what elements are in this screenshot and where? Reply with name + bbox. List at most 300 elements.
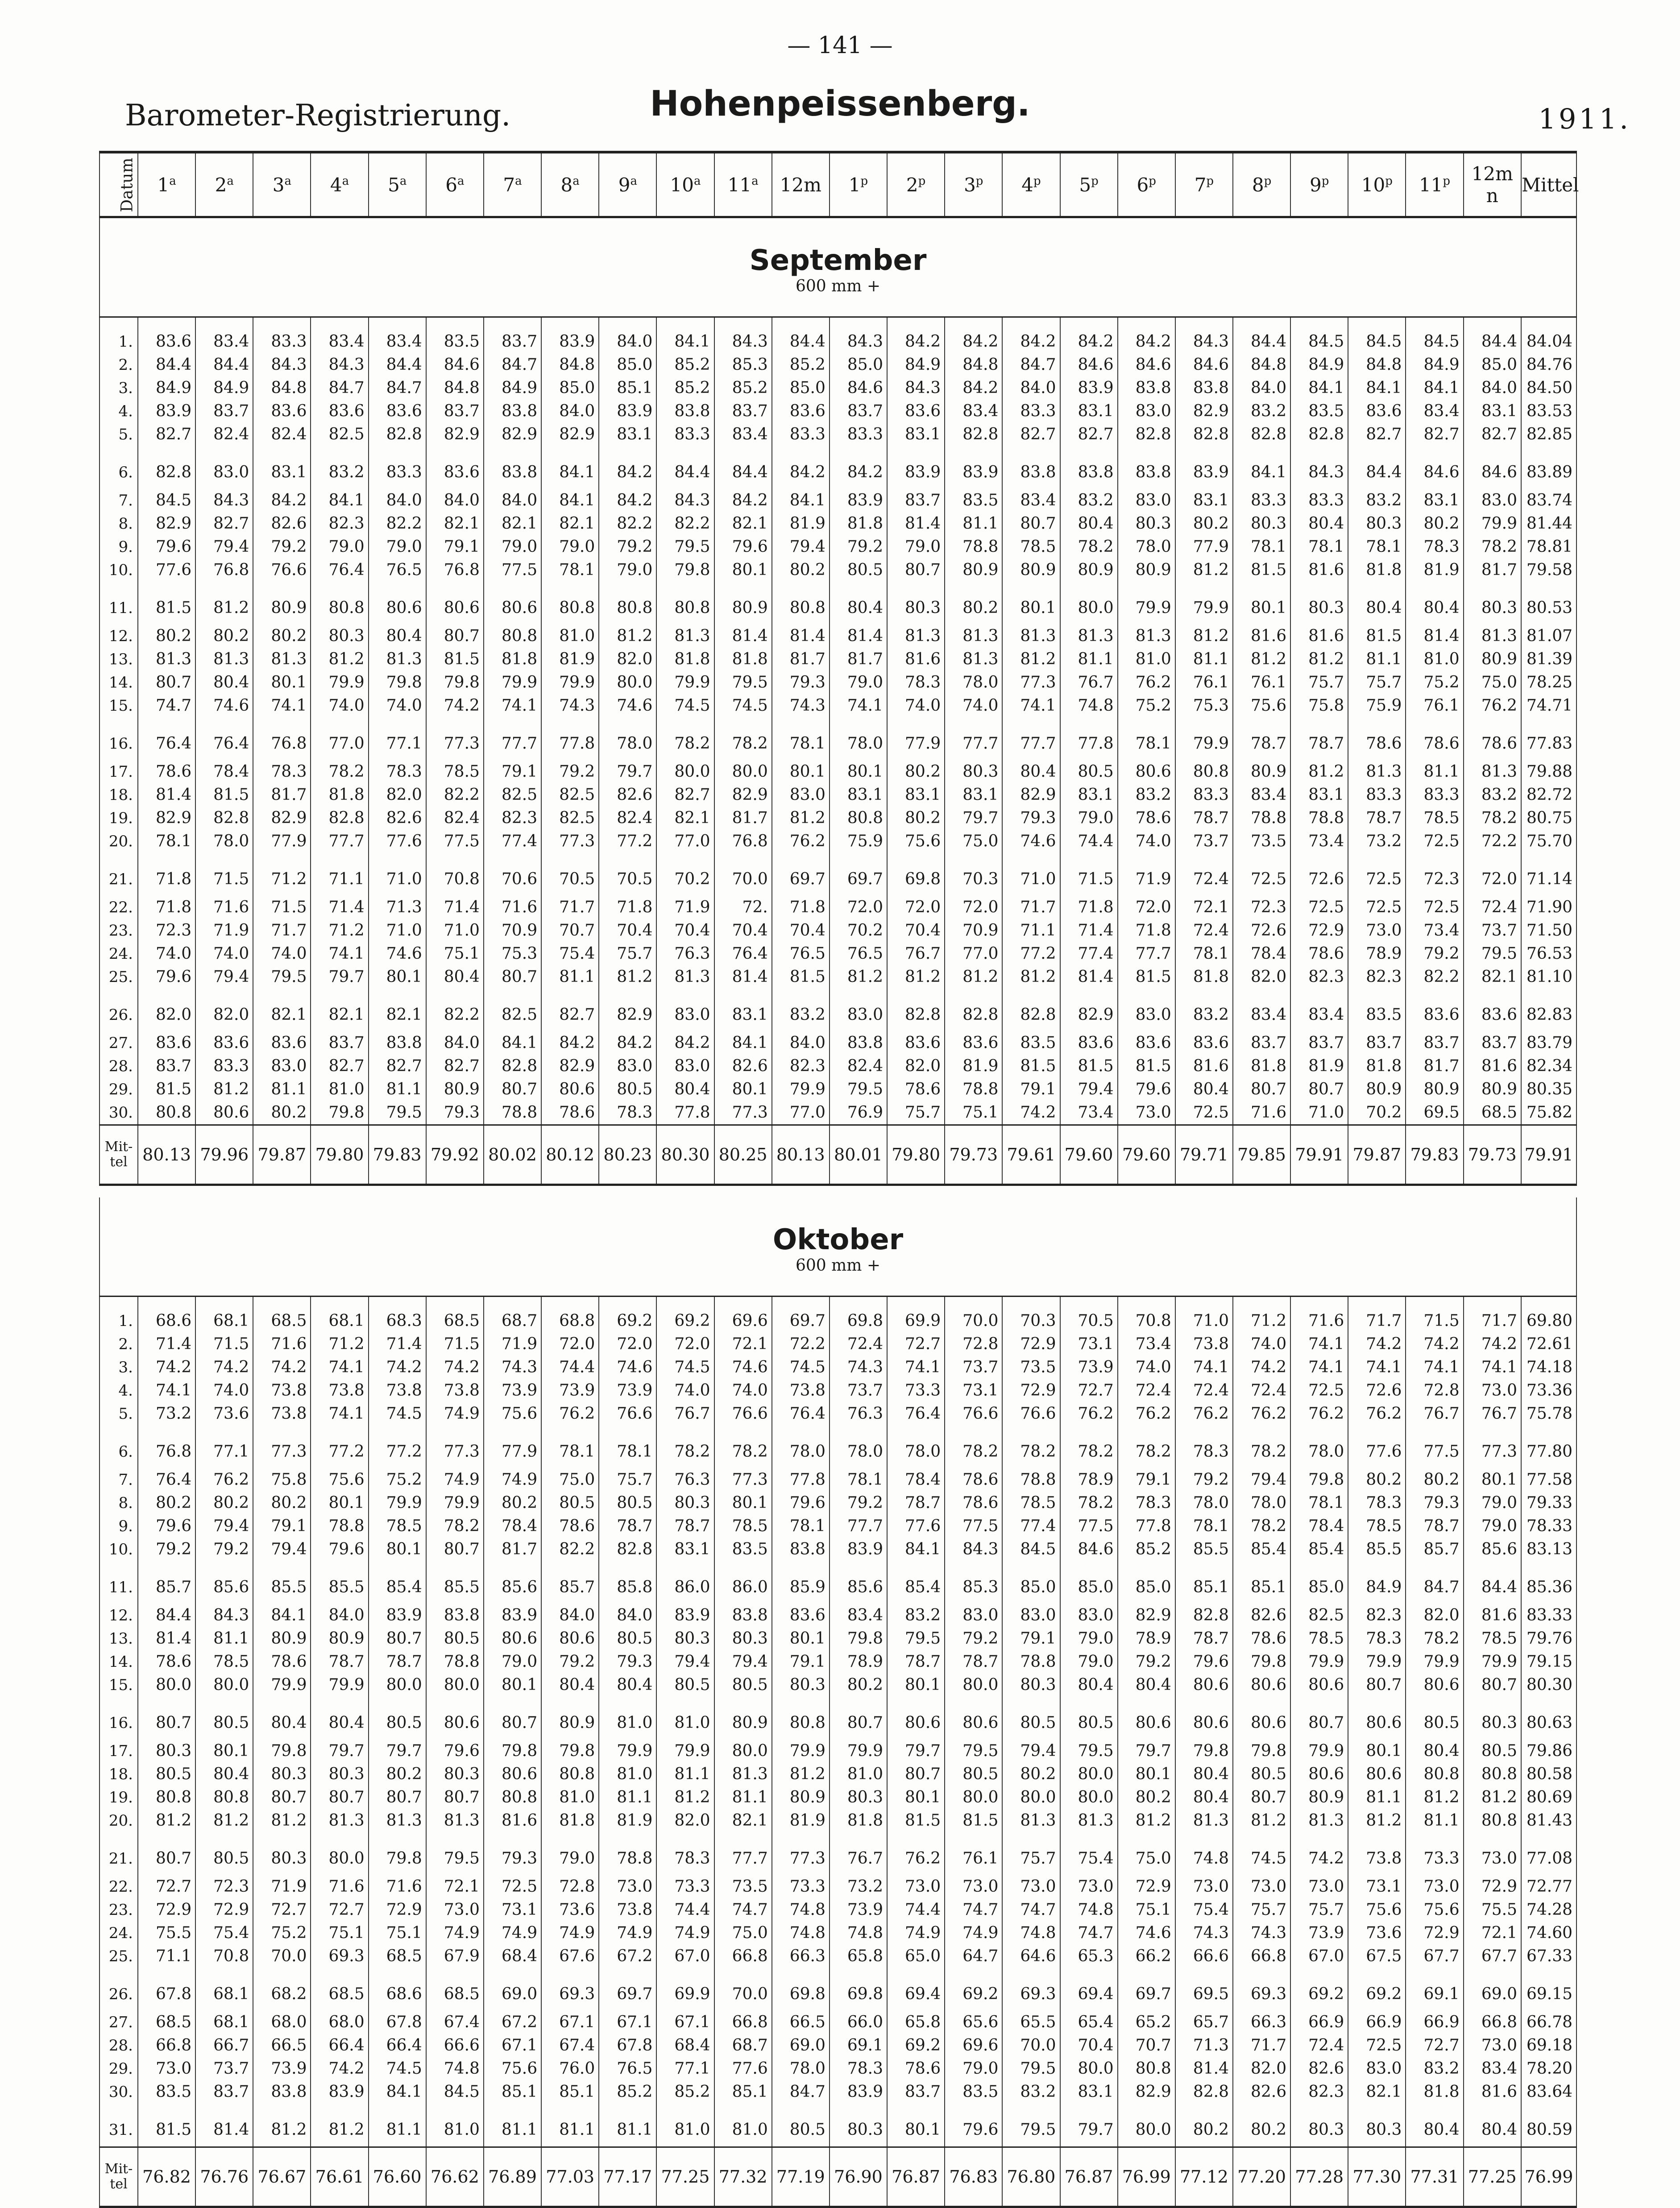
pressure-cell: 74.0 xyxy=(945,694,1002,717)
pressure-cell: 81.2 xyxy=(656,1786,714,1809)
pressure-cell: 84.7 xyxy=(1406,1561,1463,1604)
pressure-cell: 83.6 xyxy=(887,1032,945,1055)
pressure-cell: 76.2 xyxy=(1118,1402,1175,1425)
pressure-cell: 80.8 xyxy=(772,1697,830,1740)
pressure-cell: 74.2 xyxy=(1348,1333,1406,1356)
pressure-cell: 78.2 xyxy=(1002,1425,1060,1468)
pressure-cell: 72.7 xyxy=(887,1333,945,1356)
pressure-cell: 76.4 xyxy=(138,1468,195,1491)
hourly-mean-cell: 79.96 xyxy=(195,1125,253,1185)
pressure-cell: 83.8 xyxy=(426,1604,484,1627)
pressure-cell: 82.4 xyxy=(253,423,311,446)
pressure-cell: 74.9 xyxy=(656,1922,714,1945)
pressure-cell: 78.0 xyxy=(599,717,656,760)
hourly-mean-cell: 80.02 xyxy=(484,1125,541,1185)
pressure-cell: 66.8 xyxy=(138,2034,195,2057)
pressure-cell: 81.2 xyxy=(599,625,656,648)
pressure-cell: 68.6 xyxy=(369,1968,426,2011)
pressure-cell: 67.9 xyxy=(426,1945,484,1968)
pressure-cell: 80.2 xyxy=(484,1491,541,1515)
pressure-cell: 74.0 xyxy=(887,694,945,717)
pressure-cell: 77.8 xyxy=(1060,717,1118,760)
pressure-cell: 80.4 xyxy=(1060,512,1118,535)
pressure-cell: 81.1 xyxy=(1406,760,1463,783)
pressure-cell: 83.6 xyxy=(1060,1032,1118,1055)
hour-header xyxy=(1060,152,1118,217)
pressure-cell: 78.0 xyxy=(1175,1491,1233,1515)
pressure-cell: 81.5 xyxy=(1348,625,1406,648)
pressure-cell: 74.4 xyxy=(1060,830,1118,853)
pressure-cell: 81.3 xyxy=(1060,625,1118,648)
pressure-cell: 81.0 xyxy=(1406,648,1463,671)
pressure-cell: 84.5 xyxy=(1002,1538,1060,1561)
pressure-cell: 71.1 xyxy=(138,1945,195,1968)
pressure-cell: 80.6 xyxy=(1118,760,1175,783)
pressure-cell: 80.6 xyxy=(945,1697,1002,1740)
pressure-cell: 69.8 xyxy=(830,1968,887,2011)
daily-mean-cell: 83.89 xyxy=(1521,446,1576,489)
pressure-cell: 66.5 xyxy=(772,2011,830,2034)
pressure-cell: 72.6 xyxy=(1348,1379,1406,1402)
pressure-cell: 80.9 xyxy=(253,1627,311,1650)
pressure-cell: 81.3 xyxy=(311,1809,368,1832)
pressure-cell: 72.5 xyxy=(1233,853,1290,896)
pressure-cell: 68.0 xyxy=(311,2011,368,2034)
pressure-cell: 68.0 xyxy=(253,2011,311,2034)
pressure-cell: 84.8 xyxy=(426,377,484,400)
pressure-cell: 75.4 xyxy=(1175,1898,1233,1922)
pressure-cell: 76.5 xyxy=(369,559,426,582)
pressure-cell: 72.6 xyxy=(1233,919,1290,942)
pressure-cell: 83.3 xyxy=(253,330,311,353)
pressure-cell: 79.2 xyxy=(945,1627,1002,1650)
pressure-cell: 80.6 xyxy=(426,582,484,625)
pressure-cell: 83.4 xyxy=(945,400,1002,423)
pressure-cell: 74.1 xyxy=(311,942,368,965)
pressure-cell: 81.9 xyxy=(772,1809,830,1832)
pressure-cell: 82.8 xyxy=(1175,2080,1233,2104)
day-cell: 10. xyxy=(100,559,138,582)
pressure-cell: 75.2 xyxy=(253,1922,311,1945)
pressure-cell: 71.7 xyxy=(253,919,311,942)
pressure-cell: 79.5 xyxy=(945,1740,1002,1763)
pressure-cell: 85.0 xyxy=(1464,353,1521,377)
daily-mean-cell: 74.28 xyxy=(1521,1898,1576,1922)
table-row xyxy=(100,446,1576,489)
pressure-cell: 68.5 xyxy=(311,1968,368,2011)
mean-label: Mit- tel xyxy=(100,2147,138,2207)
pressure-cell: 78.6 xyxy=(253,1650,311,1674)
hour-suffix: a xyxy=(515,174,522,188)
pressure-cell: 78.9 xyxy=(830,1650,887,1674)
daily-mean-cell: 73.36 xyxy=(1521,1379,1576,1402)
pressure-cell: 78.4 xyxy=(1233,942,1290,965)
pressure-cell: 81.3 xyxy=(1464,625,1521,648)
pressure-cell: 72.9 xyxy=(369,1898,426,1922)
pressure-cell: 79.8 xyxy=(426,671,484,694)
pressure-cell: 73.0 xyxy=(1464,1379,1521,1402)
pressure-cell: 66.9 xyxy=(1290,2011,1348,2034)
table-row xyxy=(100,1875,1576,1898)
pressure-cell: 73.8 xyxy=(1175,1333,1233,1356)
pressure-cell: 72.5 xyxy=(1175,1101,1233,1125)
pressure-cell: 72.3 xyxy=(138,919,195,942)
pressure-cell: 79.7 xyxy=(369,1740,426,1763)
pressure-cell: 74.2 xyxy=(1233,1356,1290,1379)
day-cell: 24. xyxy=(100,942,138,965)
pressure-cell: 79.8 xyxy=(369,1832,426,1875)
pressure-cell: 79.8 xyxy=(369,671,426,694)
pressure-cell: 74.2 xyxy=(1002,1101,1060,1125)
pressure-cell: 85.4 xyxy=(1233,1538,1290,1561)
pressure-cell: 80.2 xyxy=(1406,1468,1463,1491)
pressure-cell: 80.3 xyxy=(1118,512,1175,535)
pressure-cell: 76.8 xyxy=(426,559,484,582)
pressure-cell: 80.4 xyxy=(1060,1674,1118,1697)
pressure-cell: 80.5 xyxy=(656,1674,714,1697)
daily-mean-cell: 81.43 xyxy=(1521,1809,1576,1832)
pressure-cell: 80.7 xyxy=(484,1078,541,1101)
pressure-cell: 78.8 xyxy=(1233,807,1290,830)
hourly-mean-cell: 79.60 xyxy=(1060,1125,1118,1185)
pressure-cell: 80.4 xyxy=(1002,760,1060,783)
pressure-cell: 74.2 xyxy=(1464,1333,1521,1356)
pressure-cell: 69.3 xyxy=(1233,1968,1290,2011)
pressure-cell: 74.7 xyxy=(138,694,195,717)
pressure-cell: 80.9 xyxy=(1002,559,1060,582)
pressure-cell: 82.6 xyxy=(1290,2057,1348,2080)
pressure-cell: 71.9 xyxy=(253,1875,311,1898)
pressure-cell: 79.7 xyxy=(1118,1740,1175,1763)
pressure-cell: 82.1 xyxy=(1348,2080,1406,2104)
pressure-cell: 81.2 xyxy=(195,582,253,625)
pressure-cell: 84.7 xyxy=(369,377,426,400)
pressure-cell: 82.9 xyxy=(138,512,195,535)
pressure-cell: 83.1 xyxy=(599,423,656,446)
pressure-cell: 80.3 xyxy=(1348,2104,1406,2147)
hourly-mean-cell: 76.89 xyxy=(484,2147,541,2207)
pressure-cell: 77.9 xyxy=(484,1425,541,1468)
day-cell: 6. xyxy=(100,1425,138,1468)
pressure-cell: 73.0 xyxy=(1175,1875,1233,1898)
pressure-cell: 79.3 xyxy=(772,671,830,694)
pressure-cell: 74.4 xyxy=(541,1356,599,1379)
pressure-cell: 80.1 xyxy=(887,1786,945,1809)
pressure-cell: 78.2 xyxy=(1464,807,1521,830)
pressure-cell: 71.6 xyxy=(1233,1101,1290,1125)
pressure-cell: 80.7 xyxy=(484,1697,541,1740)
pressure-cell: 81.8 xyxy=(1348,559,1406,582)
pressure-cell: 84.1 xyxy=(887,1538,945,1561)
pressure-cell: 79.0 xyxy=(311,535,368,559)
pressure-cell: 83.5 xyxy=(1002,1032,1060,1055)
pressure-cell: 77.0 xyxy=(772,1101,830,1125)
table-row xyxy=(100,648,1576,671)
pressure-cell: 82.9 xyxy=(426,423,484,446)
hour-number: 6 xyxy=(1137,174,1149,196)
pressure-cell: 74.9 xyxy=(945,1922,1002,1945)
hour-number: 8 xyxy=(1252,174,1264,196)
pressure-cell: 82.1 xyxy=(656,807,714,830)
pressure-cell: 82.3 xyxy=(311,512,368,535)
pressure-cell: 83.9 xyxy=(1060,377,1118,400)
pressure-cell: 83.4 xyxy=(369,330,426,353)
pressure-cell: 83.6 xyxy=(311,400,368,423)
pressure-cell: 76.1 xyxy=(945,1832,1002,1875)
pressure-cell: 70.0 xyxy=(714,853,772,896)
pressure-cell: 81.2 xyxy=(1233,648,1290,671)
pressure-cell: 83.0 xyxy=(772,783,830,807)
pressure-cell: 81.3 xyxy=(1348,760,1406,783)
pressure-cell: 77.0 xyxy=(311,717,368,760)
pressure-cell: 83.1 xyxy=(1060,783,1118,807)
hour-suffix: a xyxy=(227,174,234,188)
pressure-cell: 80.6 xyxy=(541,1078,599,1101)
pressure-cell: 78.3 xyxy=(1118,1491,1175,1515)
pressure-cell: 68.6 xyxy=(138,1309,195,1333)
table-row xyxy=(100,1309,1576,1333)
pressure-cell: 72.0 xyxy=(830,896,887,919)
pressure-cell: 80.3 xyxy=(426,1763,484,1786)
pressure-cell: 84.2 xyxy=(714,489,772,512)
hourly-mean-cell: 79.71 xyxy=(1175,1125,1233,1185)
pressure-cell: 79.3 xyxy=(1002,807,1060,830)
day-cell: 4. xyxy=(100,1379,138,1402)
pressure-cell: 83.4 xyxy=(195,330,253,353)
pressure-cell: 81.1 xyxy=(369,2104,426,2147)
pressure-cell: 74.0 xyxy=(714,1379,772,1402)
pressure-cell: 76.3 xyxy=(656,1468,714,1491)
pressure-cell: 76.0 xyxy=(541,2057,599,2080)
pressure-cell: 80.3 xyxy=(1233,512,1290,535)
pressure-cell: 85.7 xyxy=(541,1561,599,1604)
pressure-cell: 78.2 xyxy=(1060,535,1118,559)
pressure-cell: 82.6 xyxy=(1233,1604,1290,1627)
pressure-cell: 82.5 xyxy=(541,807,599,830)
day-cell: 3. xyxy=(100,377,138,400)
hourly-mean-cell: 79.92 xyxy=(426,1125,484,1185)
pressure-cell: 82.5 xyxy=(484,989,541,1032)
pressure-cell: 72.6 xyxy=(1290,853,1348,896)
pressure-cell: 73.5 xyxy=(1002,1356,1060,1379)
pressure-cell: 83.6 xyxy=(369,400,426,423)
pressure-cell: 70.2 xyxy=(656,853,714,896)
pressure-cell: 78.6 xyxy=(1118,807,1175,830)
pressure-cell: 78.0 xyxy=(1233,1491,1290,1515)
pressure-cell: 69.0 xyxy=(484,1968,541,2011)
pressure-cell: 72.8 xyxy=(945,1333,1002,1356)
pressure-cell: 79.9 xyxy=(1464,512,1521,535)
pressure-cell: 82.0 xyxy=(369,783,426,807)
pressure-cell: 70.8 xyxy=(195,1945,253,1968)
pressure-cell: 79.4 xyxy=(656,1650,714,1674)
pressure-cell: 82.7 xyxy=(1348,423,1406,446)
pressure-cell: 73.4 xyxy=(1406,919,1463,942)
pressure-cell: 83.7 xyxy=(1406,1032,1463,1055)
pressure-cell: 76.2 xyxy=(541,1402,599,1425)
pressure-cell: 82.1 xyxy=(369,989,426,1032)
pressure-cell: 81.1 xyxy=(945,512,1002,535)
pressure-cell: 77.7 xyxy=(1118,942,1175,965)
pressure-cell: 75.8 xyxy=(1290,694,1348,717)
daily-mean-cell: 80.75 xyxy=(1521,807,1576,830)
daily-mean-cell: 72.61 xyxy=(1521,1333,1576,1356)
pressure-cell: 81.9 xyxy=(772,512,830,535)
pressure-cell: 78.5 xyxy=(714,1515,772,1538)
pressure-cell: 71.9 xyxy=(484,1333,541,1356)
pressure-cell: 78.7 xyxy=(945,1650,1002,1674)
pressure-cell: 81.3 xyxy=(945,625,1002,648)
pressure-cell: 83.4 xyxy=(1002,489,1060,512)
pressure-cell: 70.4 xyxy=(599,919,656,942)
pressure-cell: 83.3 xyxy=(1290,489,1348,512)
table-row xyxy=(100,1425,1576,1468)
daily-mean-cell: 75.82 xyxy=(1521,1101,1576,1125)
pressure-cell: 77.7 xyxy=(311,830,368,853)
pressure-cell: 76.3 xyxy=(656,942,714,965)
day-cell: 19. xyxy=(100,807,138,830)
hourly-mean-cell: 77.32 xyxy=(714,2147,772,2207)
pressure-cell: 80.5 xyxy=(830,559,887,582)
hourly-mean-cell: 79.60 xyxy=(1118,1125,1175,1185)
pressure-cell: 81.5 xyxy=(887,1809,945,1832)
pressure-cell: 76.2 xyxy=(772,830,830,853)
table-row xyxy=(100,400,1576,423)
hour-suffix: p xyxy=(1385,174,1393,188)
pressure-cell: 74.3 xyxy=(484,1356,541,1379)
pressure-cell: 78.6 xyxy=(945,1491,1002,1515)
pressure-cell: 71.8 xyxy=(1118,919,1175,942)
pressure-cell: 76.3 xyxy=(830,1402,887,1425)
pressure-cell: 83.9 xyxy=(369,1604,426,1627)
pressure-cell: 77.2 xyxy=(1002,942,1060,965)
pressure-cell: 79.0 xyxy=(1464,1515,1521,1538)
pressure-cell: 74.7 xyxy=(1060,1922,1118,1945)
hourly-mean-cell: 79.61 xyxy=(1002,1125,1060,1185)
hour-header xyxy=(599,152,656,217)
pressure-cell: 83.3 xyxy=(1175,783,1233,807)
pressure-cell: 69.9 xyxy=(887,1309,945,1333)
pressure-cell: 83.4 xyxy=(1233,989,1290,1032)
hour-header xyxy=(195,152,253,217)
pressure-cell: 74.2 xyxy=(311,2057,368,2080)
pressure-cell: 79.9 xyxy=(830,1740,887,1763)
pressure-cell: 83.5 xyxy=(138,2080,195,2104)
table-row xyxy=(100,1333,1576,1356)
pressure-cell: 77.4 xyxy=(1002,1515,1060,1538)
pressure-cell: 81.9 xyxy=(1406,559,1463,582)
pressure-cell: 82.4 xyxy=(830,1055,887,1078)
pressure-cell: 80.1 xyxy=(887,1674,945,1697)
pressure-cell: 78.3 xyxy=(599,1101,656,1125)
pressure-cell: 83.9 xyxy=(887,446,945,489)
pressure-cell: 80.5 xyxy=(138,1763,195,1786)
pressure-cell: 80.2 xyxy=(1002,1763,1060,1786)
pressure-cell: 79.0 xyxy=(1060,807,1118,830)
pressure-cell: 80.7 xyxy=(1290,1078,1348,1101)
day-cell: 12. xyxy=(100,1604,138,1627)
pressure-cell: 79.6 xyxy=(1175,1650,1233,1674)
pressure-cell: 80.0 xyxy=(656,760,714,783)
hour-number: 4 xyxy=(330,174,342,196)
pressure-cell: 83.1 xyxy=(1464,400,1521,423)
pressure-cell: 83.8 xyxy=(1118,377,1175,400)
pressure-cell: 77.4 xyxy=(1060,942,1118,965)
day-cell: 21. xyxy=(100,1832,138,1875)
overall-mean-cell: 79.91 xyxy=(1521,1125,1576,1185)
pressure-cell: 82.8 xyxy=(599,1538,656,1561)
hour-suffix: p xyxy=(1264,174,1272,188)
pressure-cell: 80.0 xyxy=(599,671,656,694)
pressure-cell: 71.8 xyxy=(599,896,656,919)
table-row xyxy=(100,2057,1576,2080)
pressure-cell: 84.4 xyxy=(195,353,253,377)
pressure-cell: 81.3 xyxy=(369,1809,426,1832)
pressure-cell: 78.5 xyxy=(1464,1627,1521,1650)
pressure-cell: 79.8 xyxy=(830,1627,887,1650)
hour-header xyxy=(484,152,541,217)
pressure-cell: 84.0 xyxy=(541,1604,599,1627)
pressure-cell: 85.7 xyxy=(1406,1538,1463,1561)
pressure-cell: 77.4 xyxy=(484,830,541,853)
pressure-cell: 80.7 xyxy=(253,1786,311,1809)
hour-number: 7 xyxy=(503,174,515,196)
pressure-cell: 76.6 xyxy=(599,1402,656,1425)
pressure-cell: 80.6 xyxy=(1348,1697,1406,1740)
pressure-cell: 75.7 xyxy=(887,1101,945,1125)
pressure-cell: 71.2 xyxy=(253,853,311,896)
pressure-cell: 68.1 xyxy=(195,2011,253,2034)
pressure-cell: 76.4 xyxy=(311,559,368,582)
pressure-cell: 72. xyxy=(714,896,772,919)
pressure-cell: 69.6 xyxy=(945,2034,1002,2057)
pressure-cell: 73.2 xyxy=(830,1875,887,1898)
table-row xyxy=(100,559,1576,582)
pressure-cell: 74.2 xyxy=(1290,1832,1348,1875)
daily-mean-cell: 75.78 xyxy=(1521,1402,1576,1425)
pressure-cell: 72.5 xyxy=(1290,896,1348,919)
pressure-cell: 71.4 xyxy=(311,896,368,919)
daily-mean-cell: 80.69 xyxy=(1521,1786,1576,1809)
hourly-mean-cell: 77.28 xyxy=(1290,2147,1348,2207)
pressure-cell: 83.3 xyxy=(1406,783,1463,807)
daily-mean-cell: 81.44 xyxy=(1521,512,1576,535)
pressure-cell: 67.8 xyxy=(599,2034,656,2057)
pressure-cell: 81.4 xyxy=(138,783,195,807)
pressure-cell: 80.5 xyxy=(1233,1763,1290,1786)
pressure-cell: 80.0 xyxy=(714,1740,772,1763)
hour-suffix: a xyxy=(693,174,701,188)
hour-header xyxy=(656,152,714,217)
pressure-cell: 73.7 xyxy=(1175,830,1233,853)
day-cell: 8. xyxy=(100,1491,138,1515)
pressure-cell: 67.7 xyxy=(1406,1945,1463,1968)
pressure-cell: 78.7 xyxy=(887,1650,945,1674)
pressure-cell: 83.6 xyxy=(253,400,311,423)
hour-number: 10 xyxy=(1361,174,1385,196)
month-heading xyxy=(100,1197,1576,1297)
pressure-cell: 80.6 xyxy=(887,1697,945,1740)
pressure-cell: 78.0 xyxy=(887,1425,945,1468)
pressure-cell: 74.9 xyxy=(541,1922,599,1945)
pressure-cell: 80.6 xyxy=(484,1763,541,1786)
pressure-cell: 84.4 xyxy=(656,446,714,489)
pressure-cell: 82.8 xyxy=(1233,423,1290,446)
pressure-cell: 78.2 xyxy=(1233,1515,1290,1538)
hour-header xyxy=(830,152,887,217)
pressure-cell: 84.0 xyxy=(1002,377,1060,400)
pressure-cell: 77.3 xyxy=(714,1468,772,1491)
